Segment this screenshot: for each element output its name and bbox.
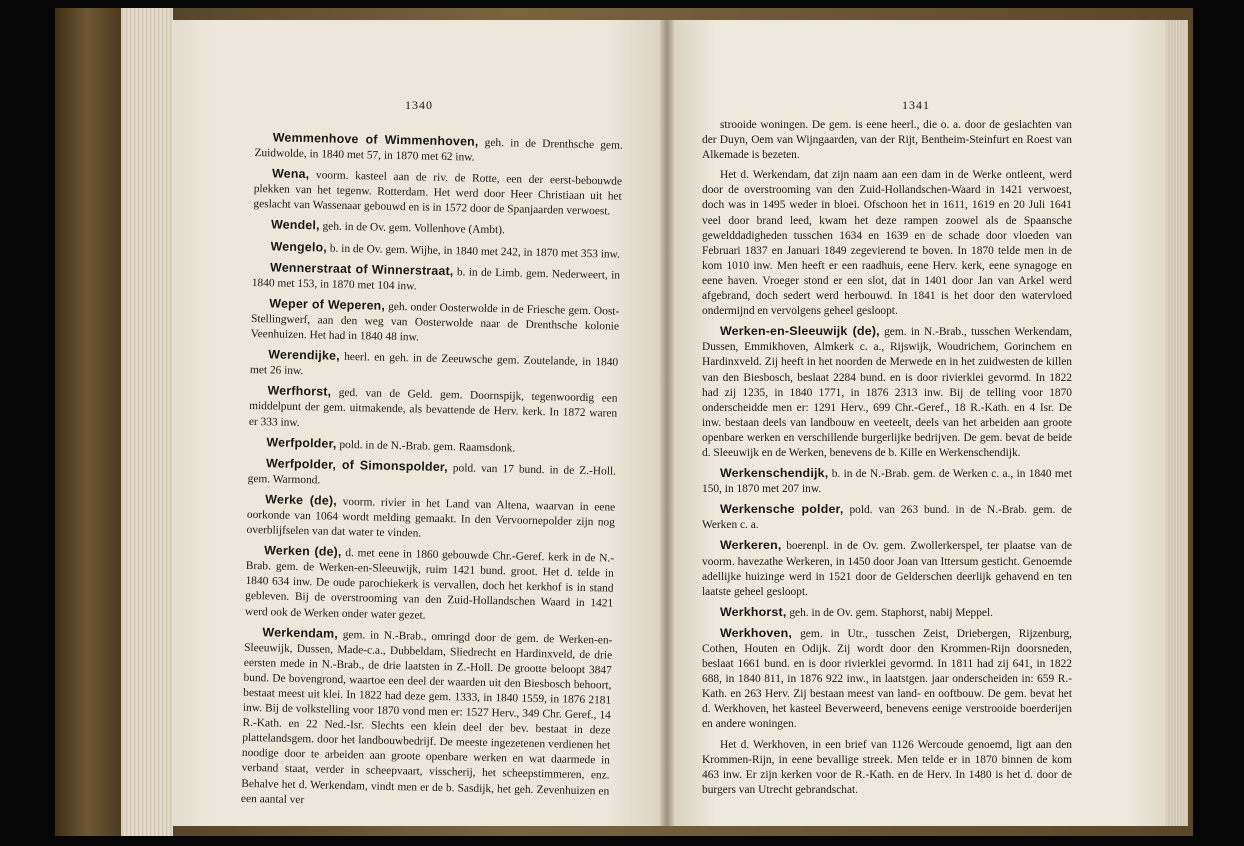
entry-headword: Werken (de), <box>264 543 342 560</box>
entry-text: boerenpl. in de Ov. gem. Zwollerkerspel, ter plaatse van de voorm. havezathe Werkeren, in 1450 door Joan van Ittersum gesticht. Genoemde adellijke huizinge werd in 1521 door de Gelderschen deerlijk gehavend en ten laatste geheel gesloopt. <box>702 540 1072 598</box>
dictionary-entry <box>254 130 623 169</box>
dictionary-entry <box>702 538 1072 599</box>
entry-text: voorm. kasteel aan de riv. de Rotte, een der eerst-bebouwde plekken van het tegenw. Rotterdam. Het werd door Heer Christiaan uit het geslacht van Wassenaar gebouwd en is in 1572 door de Spanjaarden verwoest. <box>253 169 623 218</box>
dictionary-entry <box>702 605 1072 621</box>
entry-headword: Wemmenhove of Wimmenhoven, <box>272 130 479 149</box>
page-number: 1340 <box>405 98 433 112</box>
entry-headword: Werke (de), <box>265 492 338 508</box>
entry-headword: Werkenschendijk, <box>720 466 829 481</box>
entry-text: b. in de Limb. gem. Nederweert, in 1840 met 153, in 1870 met 104 inw. <box>251 265 621 293</box>
left-page-text <box>241 130 623 819</box>
entry-text: geh. in de Drenthsche gem. Zuidwolde, in 1840 met 57, in 1870 met 62 inw. <box>254 136 623 164</box>
dictionary-entry <box>702 324 1072 461</box>
entry-text: gem. in N.-Brab., omringd door de gem. de Werken-en-Sleeuwijk, Dussen, Made-c.a., Dubbeldam, Sliedrecht en Hardinxveld, de drie eersten mede in N.-Brab., de drie laatsten in Z.-Holl. De grootte beloopt 3847 bund. De bovengrond, waartoe een deel der waarden uit den Biesbosch behoort, bestaat meest uit klei. In 1822 had deze gem. 1333, in 1840 1559, in 1876 2181 inw. Bij de volkstelling voor 1870 vond men er: 1527 Herv., 349 Chr. Geref., 14 R.-Kath. en 22 Ned.-Isr. Slechts een klein deel der bev. bestaat in deze plattelandsgem. door het landbouwbedrijf. De meeste ingezetenen verdienen het noodige door te arbeiden aan groote openbare werken en wat daarmede in verband staat, verder in scheepvaart, visscherij, het scheepstimmeren, enz. Behalve het d. Werkendam, vindt men er de b. Sasdijk, het geh. Zevenhuizen en een aantal ver <box>240 628 613 806</box>
entry-headword: Wendel, <box>270 217 320 233</box>
dictionary-entry <box>250 347 619 386</box>
entry-text: geh. in de Ov. gem. Staphorst, nabij Meppel. <box>786 606 993 619</box>
page-edges-left <box>55 8 173 836</box>
dictionary-entry <box>702 466 1072 497</box>
page-number: 1341 <box>902 98 930 112</box>
entry-text: b. in de N.-Brab. gem. de Werken c. a., in 1840 met 150, in 1870 met 207 inw. <box>702 468 1072 496</box>
entry-headword: Werkhoven, <box>720 625 793 640</box>
entry-text: gem. in N.-Brab., tusschen Werkendam, Dussen, Emmikhoven, Almkerk c. a., Rijswijk, Woudrichem, Gorinchem en Hardinxveld. Zij heeft in het noorden de Merwede en in het zuidwesten de killen van den Biesbosch, beslaat 2284 bund. en is door rivierklei gevormd. In 1822 had zij 1235, in 1840 1771, in 1876 2313 inw. Bij de telling voor 1870 onderscheidde men er: 1291 Herv., 699 Chr.-Geref., 18 R.-Kath. en 4 Isr. De inw. bestaan deels van landbouw en veeteelt, deels van het arbeiden aan groote openbare werken en verschillende burgerlijke bedrijven. De gem. bevat de beide d. Sleeuwijk en de Werken, benevens de b. Kille en Werkenschendijk. <box>702 326 1073 459</box>
entry-headword: Werkendam, <box>262 624 339 641</box>
entry-headword: Werkhorst, <box>720 604 787 619</box>
entry-headword: Werfhorst, <box>267 383 332 399</box>
entry-headword: Werendijke, <box>268 347 340 363</box>
entry-text: Het d. Werkhoven, in een brief van 1126 Wercoude genoemd, ligt aan den Krommen-Rijn, in eene bevallige streek. Men telde er in 1870 binnen de kom 463 inw. Er zijn kerken voor de R.-Kath. en de Herv. In 1480 is het d. door de burgers van Utrecht gebrandschat. <box>702 738 1072 796</box>
dictionary-entry <box>249 383 618 437</box>
dictionary-entry <box>248 456 617 495</box>
dictionary-entry <box>702 118 1072 163</box>
entry-text: gem. in Utr., tusschen Zeist, Driebergen, Rijzenburg, Cothen, Houten en Odijk. Zij wordt door den Krommen-Rijn doorsneden, beslaat 1661 bund. en is door rivierklei gevormd. In 1811 had zij 641, in 1822 688, in 1840 811, in 1876 922 inw., in laatstgen. jaar onderscheiden in: 659 R.-Kath. en 263 Herv. Zij bestaan meest van land- en ooftbouw. De gem. bevat het d. Werkhoven, het kasteel Beverweerd, benevens eenige verstrooide boerderijen en andere woningen. <box>702 627 1072 731</box>
dictionary-entry <box>253 217 621 241</box>
entry-headword: Werken-en-Sleeuwijk (de), <box>720 324 880 339</box>
entry-headword: Wena, <box>271 166 310 182</box>
entry-headword: Wengelo, <box>270 238 328 255</box>
entry-text: strooide woningen. De gem. is eene heerl., die o. a. door de geslachten van der Duyn, Oem van Wijngaarden, van der Rijt, Bentheim-Steinfurt en Roest van Alkemade is bezeten. <box>702 119 1072 162</box>
cloth-binding <box>55 8 121 836</box>
entry-headword: Weper of Weperen, <box>269 296 386 313</box>
dictionary-entry <box>702 738 1072 798</box>
entry-text: d. met eene in 1860 gebouwde Chr.-Geref. kerk in de N.-Brab. gem. de Werken-en-Sleeuwijk, ruim 1421 bund. groot. Het d. telde in 1840 634 inw. De oude parochiekerk is vervallen, doch het kerkhof is in stand gebleven. Bij de overstrooming van den Zuid-Hollandschen Waard in 1421 werd ook de Werken onder water gezet. <box>244 547 615 622</box>
entry-text: b. in de Ov. gem. Wijhe, in 1840 met 242, in 1870 met 353 inw. <box>326 242 621 261</box>
dictionary-entry <box>248 435 616 459</box>
left-page <box>172 20 666 826</box>
right-page <box>666 20 1166 826</box>
entry-headword: Wennerstraat of Winnerstraat, <box>269 260 454 278</box>
entry-text: voorm. rivier in het Land van Altena, waarvan in eene oorkonde van 1064 wordt melding gemaakt. In den Vervoornepolder zijn nog overblijfselen van dat water te vinden. <box>246 495 616 540</box>
entry-text: ged. van de Geld. gem. Doornspijk, tegenwoordig een middelpunt der gem. uitmakende, als bevattende de Herv. kerk. In 1872 waren er 333 inw. <box>248 386 618 429</box>
entry-text: geh. in de Ov. gem. Vollenhove (Ambt). <box>319 220 505 237</box>
dictionary-entry <box>241 625 613 815</box>
dictionary-entry <box>252 239 620 263</box>
dictionary-entry <box>252 260 621 299</box>
entry-headword: Werfpolder, of Simonspolder, <box>265 455 449 474</box>
entry-text: pold. van 263 bund. in de N.-Brab. gem. de Werken c. a. <box>702 504 1072 532</box>
entry-text: pold. in de N.-Brab. gem. Raamsdonk. <box>336 438 516 455</box>
entry-text: heerl. en geh. in de Zeeuwsche gem. Zoutelande, in 1840 met 26 inw. <box>249 350 619 378</box>
dictionary-entry <box>251 296 620 350</box>
entry-text: geh. onder Oosterwolde in de Friesche gem. Oost-Stellingwerf, aan den weg van Oosterwolde naar de Drenthsche kolonie Veenhuizen. Het had in 1840 48 inw. <box>250 300 620 344</box>
entry-headword: Werkeren, <box>720 538 782 553</box>
entry-text: Het d. Werkendam, dat zijn naam aan een dam in de Werke ontleent, werd door de overstrooming van den Zuid-Hollandschen-Waard in 1421 verwoest, doch was in 1495 weder in bloei. Ofschoon het in 1611, 1619 en 20 Juli 1641 veel door brand leed, kwam het deze rampen zoowel als de Spaansche gewelddadigheden tusschen 1634 en 1639 en de schade door vloeden van Februari 1837 en Januari 1849 zegevierend te boven. In 1870 telde men in de kom 1010 inw. Men heeft er een raadhuis, eene Herv. kerk, eene synagoge en eene haven. Vroeger stond er een slot, dat in 1401 door Jan van Arkel werd afgebrand, doch sedert werd herbouwd. In 1841 is het door den watervloed ondermijnd en vervolgens geheel gesloopt. <box>702 169 1072 318</box>
dictionary-entry <box>245 543 615 627</box>
dictionary-entry <box>702 626 1072 733</box>
page-edges-right <box>1166 20 1188 826</box>
entry-headword: Werkensche polder, <box>720 502 844 517</box>
right-page-text <box>702 118 1072 803</box>
dictionary-entry <box>246 492 615 546</box>
entry-headword: Werfpolder, <box>266 434 337 451</box>
dictionary-entry <box>702 168 1072 319</box>
dictionary-entry <box>253 166 622 220</box>
book-gutter <box>660 20 674 826</box>
dictionary-entry <box>702 502 1072 533</box>
entry-text: pold. van 17 bund. in de Z.-Holl. gem. Warmond. <box>247 461 617 487</box>
